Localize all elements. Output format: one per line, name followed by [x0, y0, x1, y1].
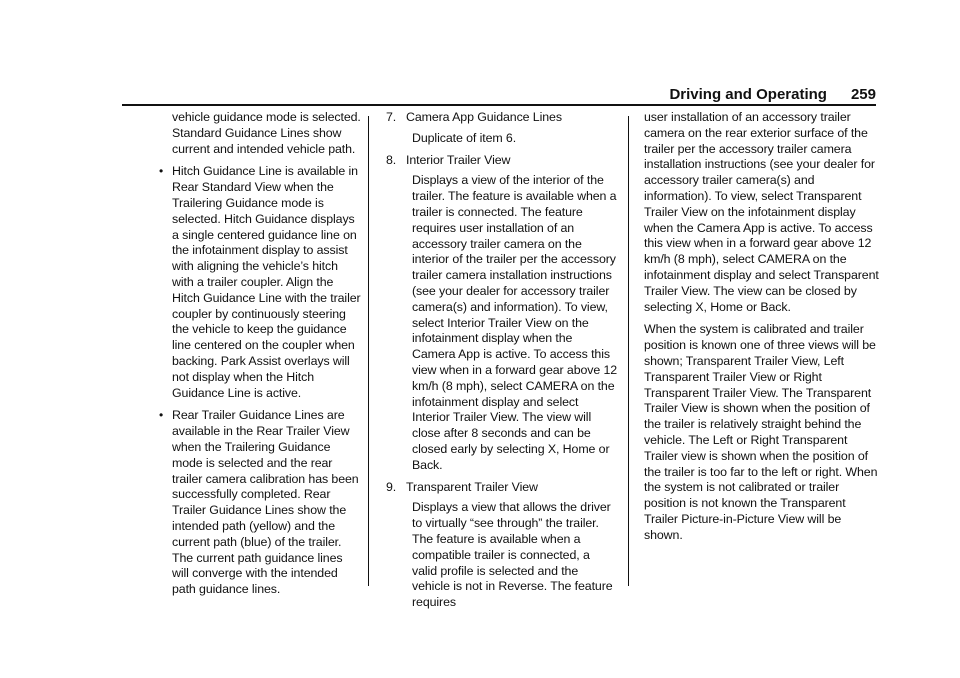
item-title: Camera App Guidance Lines: [406, 110, 562, 124]
item-description: Duplicate of item 6.: [412, 130, 517, 145]
item-description: Displays a view that allows the driver to virtually “see through” the trailer. The feature is available when a compatible trailer is connected, a valid profile is selected and the vehicle is not in Reverse. The feature requires: [412, 500, 613, 610]
item-title: Transparent Trailer View: [406, 479, 538, 494]
column-divider: [368, 116, 369, 586]
item-number: 8.: [386, 152, 397, 167]
list-item-7: [386, 110, 618, 147]
paragraph: When the system is calibrated and trailer position is known one of three views will be shown; Transparent Trailer View, Left Transparent Trailer View or Right Transparent Trailer View. The Transparent Trailer View is shown when the position of the trailer is relatively straight behind the vehicle. The Left or Right Transparent Trailer view is shown when the position of the trailer is too far to the left or right. When the system is not calibrated or trailer position is not known the Transparent Trailer Picture-in-Picture View will be shown.: [644, 322, 878, 542]
paragraph: user installation of an accessory trailer camera on the rear exterior surface of the trailer per the accessory trailer camera installation instructions (see your dealer for accessory trailer camera(s) and information). To view, select Transparent Trailer View on the infotainment display when the Camera App is active. To access this view when in a forward gear above 12 km/h (8 mph), select CAMERA on the infotainment display and select Transparent Trailer View. The view can be closed by selecting X, Home or Back.: [644, 110, 879, 314]
page-header: [600, 86, 876, 104]
bullet-rear-trailer-guidance: • Rear Trailer Guidance Lines are available in the Rear Trailer View when the Trailering Guidance mode is selected and the rear trailer camera calibration has been successfully completed. Rear Trailer Guidance Lines show the intended path (yellow) and the current path (blue) of the trailer. The current path guidance lines will converge with the intended path guidance lines.: [172, 408, 362, 598]
column-left: [172, 110, 362, 605]
section-title: Driving and Operating: [669, 86, 827, 103]
column-middle: [386, 110, 618, 617]
item-number: 9.: [386, 479, 397, 494]
header-rule: [122, 104, 876, 106]
item-description: Displays a view of the interior of the trailer. The feature is available when a trailer is connected. The feature requires user installation of an accessory trailer camera on the interior of the trailer per the accessory trailer camera installation instructions (see your dealer for accessory trailer camera(s) and information). To view, select Interior Trailer View on the infotainment display when the Camera App is active. To access this view when in a forward gear above 12 km/h (8 mph), select CAMERA on the infotainment display and select Interior Trailer View. The view will close after 8 seconds and can be closed early by selecting X, Home or Back.: [412, 173, 618, 472]
list-item-9: [386, 480, 618, 611]
bullet-hitch-guidance: • Hitch Guidance Line is available in Rear Standard View when the Trailering Guidance mode is selected. Hitch Guidance displays a single centered guidance line on the infotainment display to assist with aligning the vehicle’s hitch with a trailer coupler. Align the Hitch Guidance Line with the trailer coupler by continuously steering the vehicle to keep the guidance line centered on the coupler when backing. Park Assist overlays will not display when the Hitch Guidance Line is active.: [172, 164, 362, 401]
list-item-8: [386, 153, 618, 474]
item-title: Interior Trailer View: [406, 152, 511, 167]
page-number: 259: [850, 86, 876, 103]
column-divider: [628, 116, 629, 586]
item-number: 7.: [386, 110, 397, 124]
continued-paragraph: vehicle guidance mode is selected. Standard Guidance Lines show current and intended vehicle path.: [172, 110, 361, 156]
column-right: [644, 110, 880, 551]
